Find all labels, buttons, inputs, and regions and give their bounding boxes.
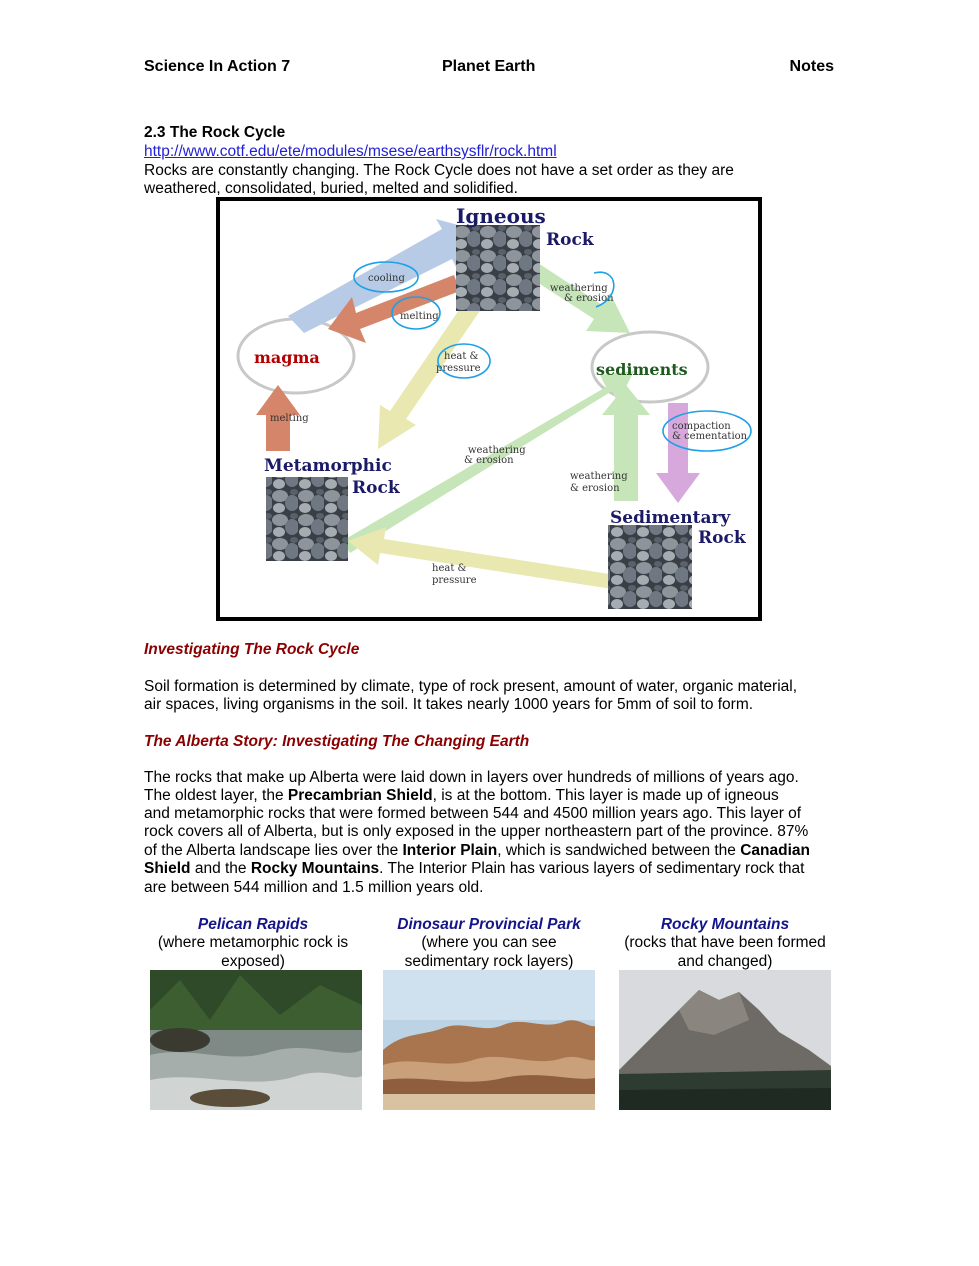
heat-pressure-bottom-1: heat & [432,563,467,574]
weathering-top-1: weathering [550,283,608,294]
melting-top-label: melting [400,311,439,322]
compaction-1: compaction [672,421,731,432]
alberta-line-5 [144,842,810,861]
alberta-line-7: are between 544 million and 1.5 million years old. [144,879,484,896]
investigating-line-2: air spaces, living organisms in the soil. It takes nearly 1000 years for 5mm of soil to form. [144,696,754,713]
metamorphic-rock-image [266,477,348,561]
alberta-line-6b: and the [190,860,251,877]
magma-label: magma [254,348,320,367]
interior-plain: Interior Plain [402,842,498,859]
shield-label: Shield [144,860,191,877]
weathering-top-2: & erosion [564,293,614,304]
alberta-line-5a: of the Alberta landscape lies over the [144,842,403,859]
rocky-mountains-label: Rocky Mountains [250,860,380,877]
igneous-title-1: Igneous [456,204,546,228]
investigating-line-1: Soil formation is determined by climate, type of rock present, amount of water, organic material, [144,678,798,695]
photo-caption-pelican [145,916,361,971]
alberta-line-2a: The oldest layer, the [144,787,288,804]
rocky-cap-2: and changed) [677,952,773,970]
sedimentary-title-1: Sedimentary [610,508,731,528]
header-right: Notes [789,58,834,75]
alberta-line-3: and metamorphic rocks that were formed between 544 and 4500 million years ago. This layer of [144,805,802,822]
alberta-line-5c: , which is sandwiched between the [497,842,741,859]
intro-line-2: weathered, consolidated, buried, melted and solidified. [144,180,518,197]
igneous-rock-image [456,225,540,311]
sedimentary-title-2: Rock [698,528,746,548]
weathering-mid-1: weathering [468,445,526,456]
rock-cycle-diagram [216,197,762,621]
metamorphic-title-1: Metamorphic [264,456,392,476]
dinosaur-title: Dinosaur Provincial Park [397,916,581,933]
heat-pressure-top-1: heat & [444,351,479,362]
heat-pressure-arrow-bottom [348,527,616,589]
rock-cycle-svg [220,201,758,617]
dinosaur-park-photo [383,970,595,1110]
photo-caption-rocky [615,916,835,971]
alberta-line-2c: , is at the bottom. This layer is made up of igneous [432,787,779,804]
sedimentary-rock-image [608,525,692,609]
rocky-cap-1: (rocks that have been formed [624,934,826,951]
rocky-title: Rocky Mountains [660,916,790,933]
compaction-2: & cementation [672,431,748,442]
sediments-label: sediments [596,360,688,379]
pelican-rapids-photo [150,970,362,1110]
alberta-line-6 [144,860,804,879]
compaction-arrow [656,403,700,503]
rock-cycle-link[interactable]: http://www.cotf.edu/ete/modules/msese/earthsysflr/rock.html [144,143,557,160]
section-title: 2.3 The Rock Cycle [144,124,286,141]
cooling-label: cooling [368,273,405,284]
dinosaur-cap-2: sedimentary rock layers) [404,952,574,970]
header-left: Science In Action 7 [144,58,291,75]
precambrian-shield: Precambrian Shield [287,787,433,804]
investigating-title: Investigating The Rock Cycle [144,641,360,658]
intro-line-1: Rocks are constantly changing. The Rock Cycle does not have a set order as they are [144,162,734,179]
alberta-title: The Alberta Story: Investigating The Changing Earth [144,733,530,750]
weathering-right-2: & erosion [570,483,620,494]
pelican-cap-1: (where metamorphic rock is [157,934,349,951]
melting-left-label: melting [270,413,309,424]
weathering-mid-2: & erosion [464,455,514,466]
weathering-right-1: weathering [570,471,628,482]
metamorphic-title-2: Rock [352,478,400,498]
pelican-title: Pelican Rapids [197,916,309,933]
rocky-mountains-photo [619,970,831,1110]
alberta-line-1: The rocks that make up Alberta were laid down in layers over hundreds of millions of years ago. [144,769,799,786]
alberta-line-4: rock covers all of Alberta, but is only exposed in the upper northeastern part of the province. 87% [144,823,809,840]
heat-pressure-bottom-2: pressure [432,575,477,586]
igneous-title-2: Rock [546,230,594,250]
heat-pressure-top-2: pressure [436,363,481,374]
photo-caption-dinosaur [381,916,597,971]
pelican-cap-2: exposed) [221,952,285,970]
header-center: Planet Earth [442,58,536,75]
dinosaur-cap-1: (where you can see [421,934,557,951]
alberta-line-2 [144,787,779,806]
alberta-line-6d: . The Interior Plain has various layers of sedimentary rock that [379,860,805,877]
canadian-label: Canadian [740,842,810,859]
